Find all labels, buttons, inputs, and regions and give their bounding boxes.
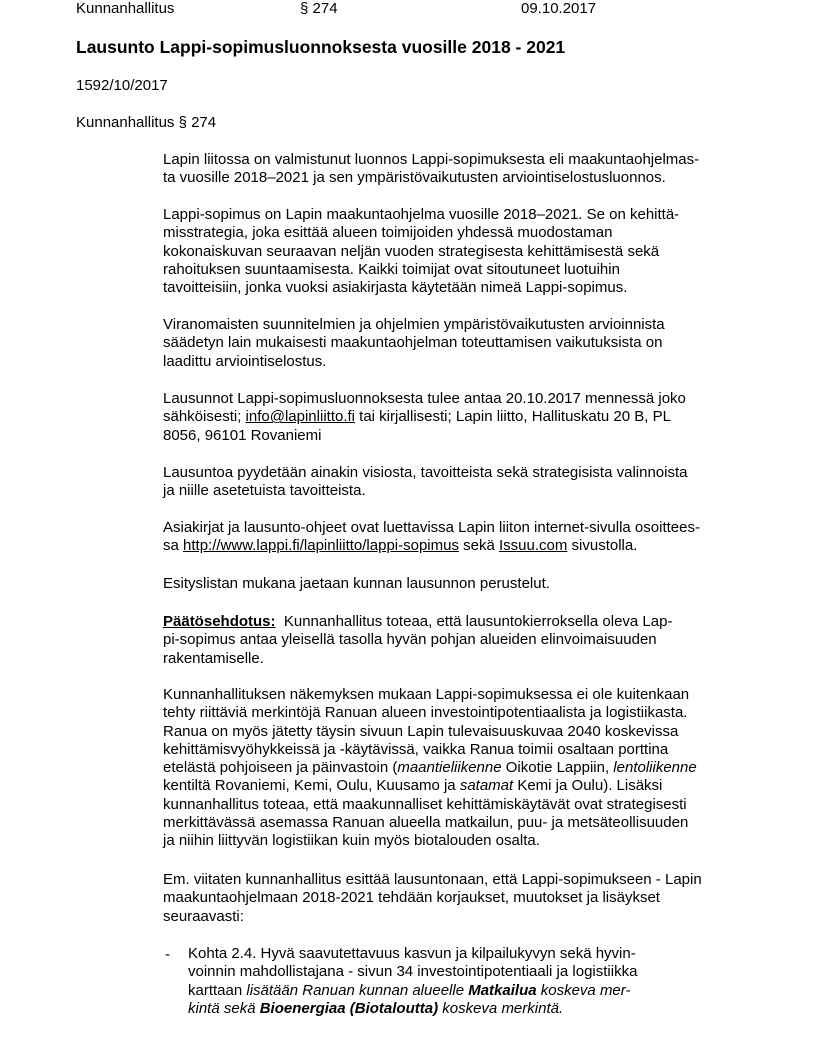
paragraph-intro (163, 151, 699, 188)
text-line: tavoitteisiin, jonka vuoksi asiakirjasta käytetään nimeä Lappi-sopimus. (163, 279, 628, 297)
paragraph-request (163, 464, 687, 501)
text-line (188, 1000, 637, 1018)
paragraph-nakemys (163, 686, 697, 851)
header-organ: Kunnanhallitus (76, 0, 175, 17)
text-line: voinnin mahdollistajana - sivun 34 investointipotentiaali ja logistiikka (188, 963, 638, 981)
text-line: säädetyn lain mukaisesti maakuntaohjelman toteuttamisen vaikutuksista on (163, 334, 663, 352)
document-title: Lausunto Lappi-sopimusluonnoksesta vuosille 2018 - 2021 (76, 37, 566, 57)
text-line: seuraavasti: (163, 907, 244, 925)
text-line: ja niille asetetuista tavoitteista. (163, 482, 366, 500)
text-line: Lausuntoa pyydetään ainakin visiosta, tavoitteista sekä strategisista valinnoista (163, 464, 688, 481)
header-section: § 274 (300, 0, 338, 17)
text-line: tehty riittäviä merkintöjä Ranuan alueen investointipotentiaalista ja logistiikasta. (163, 704, 688, 722)
text-line: ta vuosille 2018–2021 ja sen ympäristövaikutusten arviointiselostusluonnos. (163, 169, 666, 187)
text-line: Lappi-sopimus on Lapin maakuntaohjelma vuosille 2018–2021. Se on kehittä- (163, 206, 680, 223)
text-line: kokonaiskuvan seuraavan neljän vuoden strategisesta kehittämisestä sekä (163, 242, 660, 260)
text-segment: tai kirjallisesti; Lapin liitto, Hallituskatu 20 B, PL (355, 408, 671, 426)
text-line: Kohta 2.4. Hyvä saavutettavuus kasvun ja kilpailukyvyn sekä hyvin- (188, 945, 636, 962)
text-line: Lapin liitossa on valmistunut luonnos Lappi-sopimuksesta eli maakuntaohjelmas- (163, 151, 700, 168)
text-line: Esityslistan mukana jaetaan kunnan lausunnon perustelut. (163, 575, 550, 592)
text-segment: Bioenergiaa (Biotaloutta) (259, 999, 439, 1017)
text-line: ja niihin liittyvän logistiikan kuin myös biotalouden osalta. (163, 832, 540, 850)
paragraph-lappi-sopimus (163, 206, 679, 297)
paragraph-deadline (163, 390, 686, 445)
text-line: rahoituksen suuntaamisesta. Kaikki toimijat ovat sitoutuneet luotuihin (163, 260, 620, 278)
text-segment: Oikotie Lappiin, (501, 759, 614, 777)
text-line: Lausunnot Lappi-sopimusluonnoksesta tulee antaa 20.10.2017 mennessä joko (163, 390, 686, 407)
email-link[interactable]: info@lapinliitto.fi (245, 408, 355, 426)
text-line: rakentamiselle. (163, 649, 264, 667)
text-line: kehittämisvyöhykkeissä ja -käytävissä, vaikka Ranua toimii osaltaan porttina (163, 740, 669, 758)
text-segment: koskeva merkintä. (438, 999, 564, 1017)
paragraph-paatosehdotus (163, 613, 672, 668)
text-line: kunnanhallitus toteaa, että maakunnalliset kehittämiskäytävät ovat strategisesti (163, 795, 687, 813)
text-line (163, 759, 697, 777)
text-segment: maantieliikenne (397, 759, 502, 777)
text-line: merkittävässä asemassa Ranuan alueella matkailun, puu- ja metsäteollisuuden (163, 814, 689, 832)
text-line: maakuntaohjelmaan 2018-2021 tehdään korjaukset, muutokset ja lisäykset (163, 889, 660, 907)
text-segment: sähköisesti; (163, 408, 246, 426)
paragraph-em-viitaten (163, 871, 702, 926)
text-segment: satamat (459, 777, 514, 795)
text-segment: kintä sekä (188, 999, 260, 1017)
case-number: 1592/10/2017 (76, 77, 168, 94)
text-segment: Kemi ja Oulu). Lisäksi (513, 777, 663, 795)
text-line: Em. viitaten kunnanhallitus esittää lausuntonaan, että Lappi-sopimukseen - Lapin (163, 871, 702, 888)
text-line (163, 537, 700, 555)
list-bullet: - (165, 946, 170, 963)
text-segment: lentoliikenne (613, 759, 697, 777)
text-segment: sekä (458, 537, 500, 555)
text-line: laadittu arviointiselostus. (163, 352, 327, 370)
proposal-label: Päätösehdotus: (163, 613, 276, 630)
paragraph-arviointi (163, 316, 665, 371)
text-segment: lisätään Ranuan kunnan alueelle (246, 981, 469, 999)
text-line: Kunnanhallituksen näkemyksen mukaan Lappi-sopimuksessa ei ole kuitenkaan (163, 686, 690, 703)
text-line: pi-sopimus antaa yleisellä tasolla hyvän pohjan alueiden elinvoimaisuuden (163, 631, 657, 649)
text-line (163, 408, 686, 426)
text-line (163, 777, 697, 795)
paragraph-esityslista (163, 575, 550, 593)
meeting-reference: Kunnanhallitus § 274 (76, 114, 217, 131)
text-line: Ranua on myös jätetty täysin sivuun Lapin tulevaisuuskuvaa 2040 koskevissa (163, 722, 679, 740)
text-segment: kentiltä Rovaniemi, Kemi, Oulu, Kuusamo ja (163, 777, 460, 795)
text-segment: etelästä pohjoiseen ja päinvastoin ( (163, 759, 398, 777)
text-line: 8056, 96101 Rovaniemi (163, 426, 322, 444)
header-date: 09.10.2017 (521, 0, 597, 17)
text-segment: Matkailua (468, 981, 537, 999)
text-segment: koskeva mer- (536, 981, 631, 999)
paragraph-documents (163, 519, 700, 556)
text-line (163, 613, 672, 631)
issuu-link[interactable]: Issuu.com (499, 537, 568, 555)
list-item-kohta-2-4 (188, 945, 637, 1018)
text-segment: sivustolla. (567, 537, 638, 555)
lappi-url-link[interactable]: http://www.lappi.fi/lapinliitto/lappi-sopimus (183, 537, 459, 555)
text-line: Asiakirjat ja lausunto-ohjeet ovat luettavissa Lapin liiton internet-sivulla osoittees- (163, 519, 700, 536)
text-line (188, 982, 637, 1000)
text-segment: karttaan (188, 981, 247, 999)
text-segment: Kunnanhallitus toteaa, että lausuntokierroksella oleva Lap- (275, 613, 673, 630)
text-line: misstrategia, joka esittää alueen toimijoiden yhdessä muodostaman (163, 224, 613, 242)
text-segment: sa (163, 537, 184, 555)
text-line: Viranomaisten suunnitelmien ja ohjelmien ympäristövaikutusten arvioinnista (163, 316, 665, 333)
